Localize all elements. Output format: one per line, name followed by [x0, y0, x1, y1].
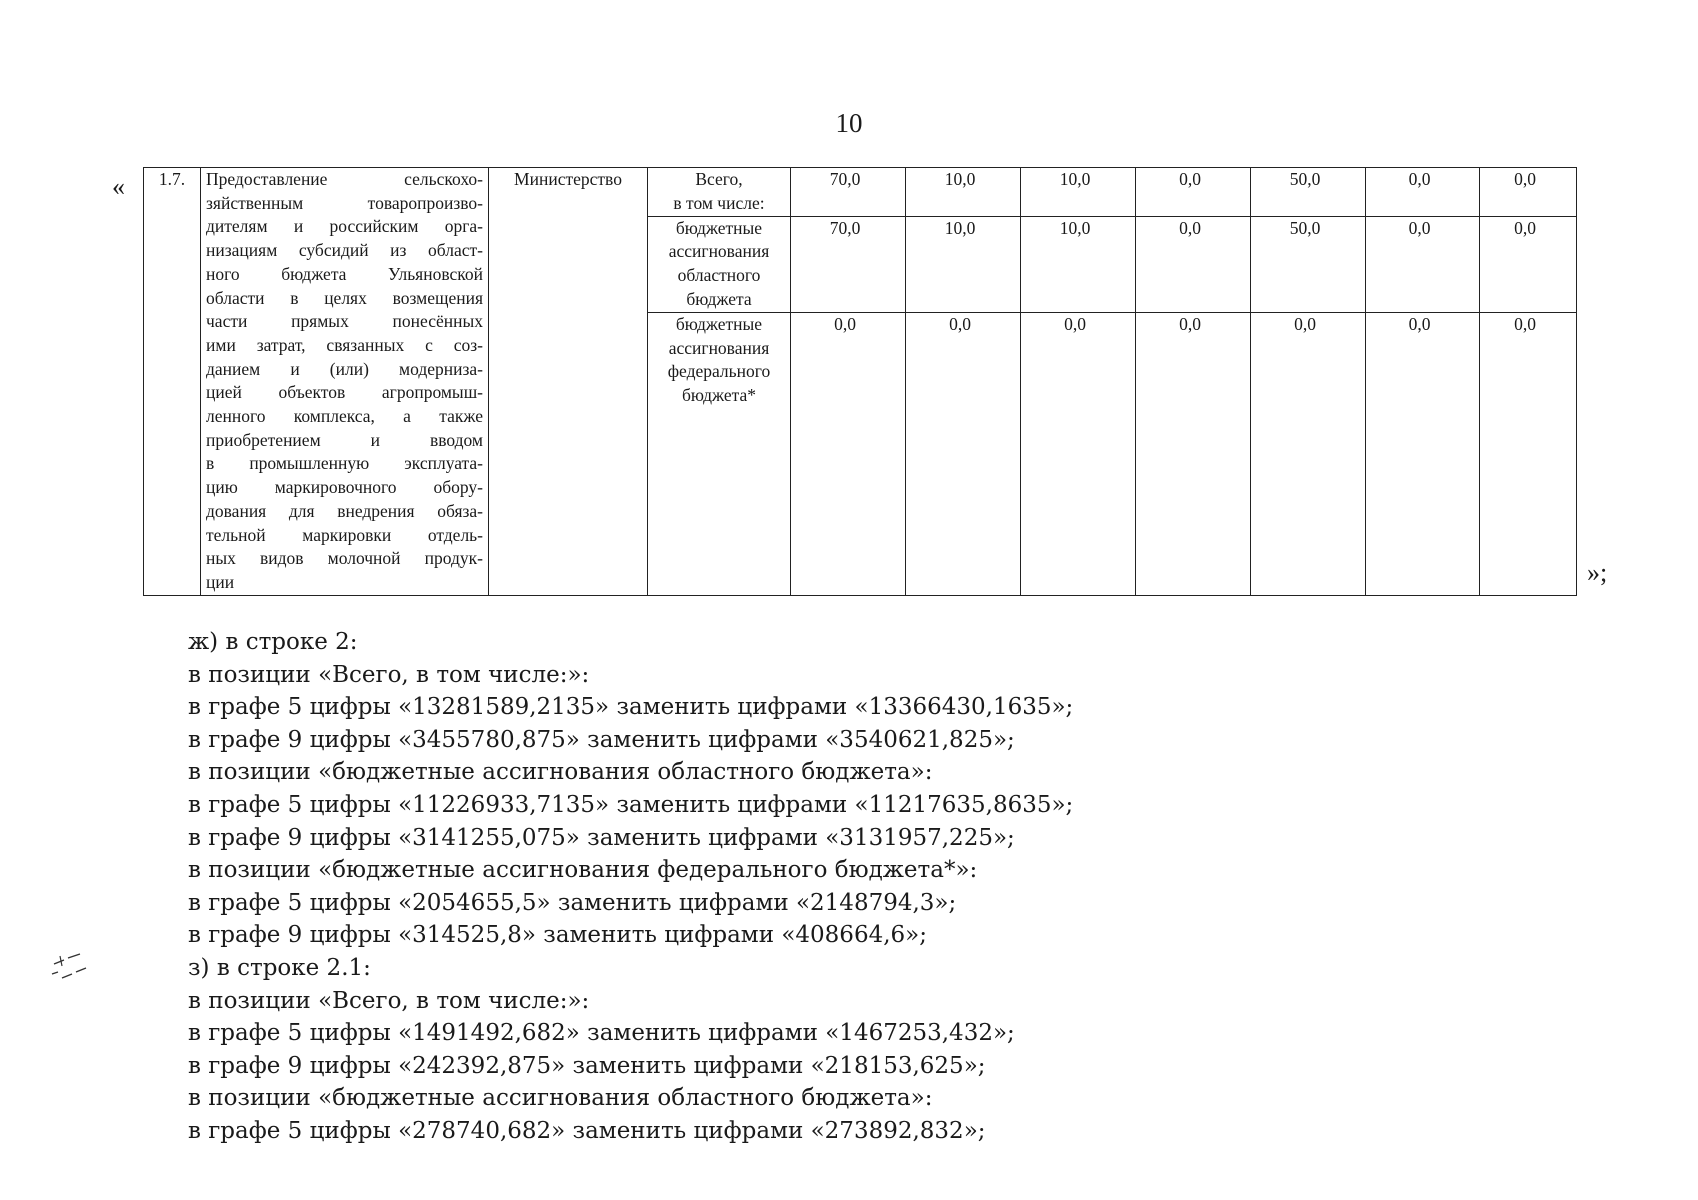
- closing-quote-mark: »;: [1587, 558, 1608, 587]
- measure-description: [201, 168, 489, 596]
- description-line: дителям и российским орга-: [206, 216, 483, 237]
- description-line: цию маркировочного обору-: [206, 477, 483, 498]
- source-label-line: ассигнования: [668, 241, 770, 262]
- value-cell: 50,0: [1251, 216, 1366, 312]
- instruction-line: в графе 5 цифры «278740,682» заменить цифрами «273892,832»;: [188, 1117, 986, 1144]
- description-line: дования для внедрения обяза-: [206, 500, 483, 521]
- value-cell: 0,0: [906, 313, 1021, 596]
- instruction-line: в позиции «Всего, в том числе:»:: [188, 661, 590, 688]
- instruction-line: в позиции «бюджетные ассигнования федерального бюджета*»:: [188, 857, 978, 884]
- instruction-line: в графе 9 цифры «314525,8» заменить цифрами «408664,6»;: [188, 922, 927, 949]
- source-label-line: федерального: [667, 361, 771, 382]
- source-label-line: бюджетные: [675, 217, 763, 238]
- instruction-line: в графе 5 цифры «11226933,7135» заменить цифрами «11217635,8635»;: [188, 791, 1074, 818]
- value-cell: 0,0: [1366, 168, 1480, 217]
- row-number: 1.7.: [144, 168, 201, 596]
- responsible-body: Министерство: [489, 168, 648, 596]
- funding-source-federal: [648, 313, 791, 596]
- description-line: приобретением и вводом: [206, 429, 483, 450]
- instruction-line: в графе 9 цифры «3141255,075» заменить цифрами «3131957,225»;: [188, 824, 1015, 851]
- value-cell: 70,0: [791, 168, 906, 217]
- description-line: ных видов молочной продук-: [206, 548, 483, 569]
- page-number: 10: [835, 108, 863, 138]
- instruction-line: в графе 5 цифры «2054655,5» заменить цифрами «2148794,3»;: [188, 889, 957, 916]
- instruction-line: з) в строке 2.1:: [188, 954, 371, 981]
- value-cell: 10,0: [1021, 168, 1136, 217]
- amendment-instructions: [188, 626, 1073, 1148]
- description-line: части прямых понесённых: [206, 311, 483, 332]
- source-label-line: бюджетные: [675, 314, 763, 335]
- value-cell: 0,0: [1021, 313, 1136, 596]
- value-cell: 10,0: [906, 216, 1021, 312]
- handwritten-mark: [50, 950, 100, 990]
- value-cell: 50,0: [1251, 168, 1366, 217]
- description-line: ими затрат, связанных с соз-: [206, 334, 483, 355]
- description-line: зяйственным товаропроизво-: [206, 192, 483, 213]
- value-cell: 0,0: [1136, 313, 1251, 596]
- description-line: тельной маркировки отдель-: [206, 524, 483, 545]
- value-cell: 0,0: [1480, 216, 1577, 312]
- description-line: низациям субсидий из област-: [206, 240, 483, 261]
- description-line: ного бюджета Ульяновской: [206, 263, 483, 284]
- value-cell: 0,0: [1480, 168, 1577, 217]
- instruction-line: ж) в строке 2:: [188, 629, 358, 655]
- instruction-line: в позиции «бюджетные ассигнования областного бюджета»:: [188, 759, 933, 786]
- description-line: Предоставление сельскохо-: [206, 169, 483, 189]
- instruction-line: в позиции «бюджетные ассигнования областного бюджета»:: [188, 1085, 933, 1112]
- opening-quote-mark: «: [112, 172, 125, 201]
- description-line: ленного комплекса, а также: [206, 406, 483, 427]
- source-label-line: в том числе:: [673, 192, 765, 213]
- value-cell: 0,0: [791, 313, 906, 596]
- instruction-line: в графе 5 цифры «1491492,682» заменить цифрами «1467253,432»;: [188, 1020, 1015, 1047]
- value-cell: 70,0: [791, 216, 906, 312]
- funding-source-total: [648, 168, 791, 217]
- value-cell: 0,0: [1136, 168, 1251, 217]
- instruction-line: в графе 5 цифры «13281589,2135» заменить цифрами «13366430,1635»;: [188, 694, 1074, 721]
- source-label-line: областного: [677, 265, 761, 286]
- source-label-line: бюджета: [686, 288, 752, 309]
- budget-table: [143, 167, 1577, 596]
- instruction-line: в графе 9 цифры «3455780,875» заменить цифрами «3540621,825»;: [188, 726, 1015, 753]
- value-cell: 0,0: [1366, 313, 1480, 596]
- source-label-line: бюджета*: [682, 385, 756, 406]
- instruction-line: в позиции «Всего, в том числе:»:: [188, 987, 590, 1014]
- description-line: в промышленную эксплуата-: [206, 453, 483, 474]
- value-cell: 0,0: [1136, 216, 1251, 312]
- description-line: данием и (или) модерниза-: [206, 358, 483, 379]
- source-label-line: ассигнования: [668, 337, 770, 358]
- table-row-total: [144, 168, 1577, 217]
- value-cell: 0,0: [1366, 216, 1480, 312]
- value-cell: 10,0: [906, 168, 1021, 217]
- description-line: области в целях возмещения: [206, 287, 483, 308]
- value-cell: 10,0: [1021, 216, 1136, 312]
- description-line: цией объектов агропромыш-: [206, 382, 483, 403]
- value-cell: 0,0: [1251, 313, 1366, 596]
- value-cell: 0,0: [1480, 313, 1577, 596]
- instruction-line: в графе 9 цифры «242392,875» заменить цифрами «218153,625»;: [188, 1052, 986, 1079]
- funding-source-regional: [648, 216, 791, 312]
- source-label-line: Всего,: [695, 169, 743, 189]
- description-line: ции: [206, 571, 235, 592]
